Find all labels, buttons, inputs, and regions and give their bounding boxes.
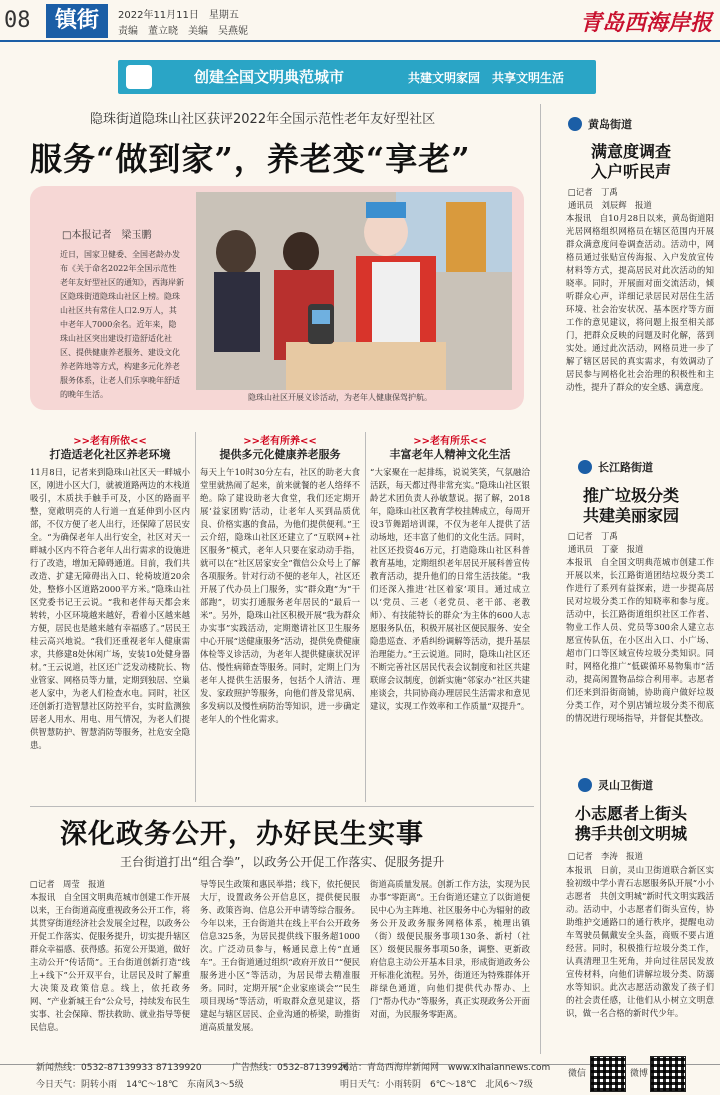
bottom-byline: □记者 周莹 报道 xyxy=(30,879,105,889)
campaign-banner xyxy=(118,60,596,94)
sidebar-credit: □记者 李涛 报道 xyxy=(568,851,643,861)
qr-label-weibo: 微博 xyxy=(630,1069,649,1079)
masthead-logo: 青岛西海岸报 xyxy=(579,10,712,36)
photo-caption: 隐珠山社区开展义诊活动，为老年人健康保驾护航。 xyxy=(248,393,432,402)
sidebar-tag-lingshanwei: 灵山卫街道 xyxy=(598,779,653,792)
website: 网站：青岛西海岸新闻网 www.xihaiannews.com xyxy=(340,1063,551,1073)
page-number: 08 xyxy=(4,8,31,33)
col1-kicker: >>老有所依<< xyxy=(73,436,147,447)
col1-title: 打造适老化社区养老环境 xyxy=(49,448,171,461)
qr-label-wechat: 微信 xyxy=(568,1069,587,1079)
location-pin-icon xyxy=(578,460,592,474)
ad-hotline: 广告热线：0532-87139926 xyxy=(232,1063,349,1073)
sidebar-title-huangdao: 满意度调查 入户听民声 xyxy=(590,142,671,181)
weather-today: 今日天气：阴转小雨 14℃～18℃ 东南风3～5级 xyxy=(36,1080,244,1090)
main-headline: 服务“做到家”，养老变“享老” xyxy=(30,140,471,178)
news-hotline: 新闻热线：0532-87139933 87139920 xyxy=(36,1063,202,1073)
col2-kicker: >>老有所养<< xyxy=(243,436,317,447)
col3-title: 丰富老年人精神文化生活 xyxy=(389,448,511,461)
col3-text: “大家聚在一起排练，说说笑笑，气氛融洽活跃，每天都过得非常充实。”隐珠山社区银龄艺术团负责人孙敏慧说。据了解，2018年，隐珠山社区教育学校挂牌成立，每周开设3节舞蹈培训课，不仅为老年人提供了活动场地，还丰富了他们的文化生活。同时，社区还投资46万元，打造隐珠山社区科普教育基地，定期组织老年居民开展科普宣传教育活动，提升他们的日常生活技能。“我们还深入推进‘社区着家’项目。通过成立以‘党员、三老（老党员、老干部、老教师）、有技能特长的群众’为主体的600人志愿服务队伍，积极开展社区便民服务、安全隐患巡查、矛盾纠纷调解等活动，提升基层治理能力。”王云说道。同时，隐珠山社区还不断完善社区居民代表会议制度和社区共建联席会议制度，创新实施“邻家办”社区共建座谈会，共同协商办理居民生活需求和意见建议，实现工作效率和工作质量“双提升”。 xyxy=(370,467,530,711)
main-intro: 近日，国家卫健委、全国老龄办发布《关于命名2022年全国示范性老年友好型社区的通知》，西海岸新区隐珠街道隐珠山社区上榜。隐珠山社区共有常住人口2.9万人，其中老年人7000余名。近年来，隐珠山社区突出建设打造舒适化社区、提供健康养老服务、建设文化养老阵地等方式，构建多元化养老服务体系，让老人们乐享晚年舒适的晚年生活。 xyxy=(60,250,184,399)
sidebar-tag-changjianglu: 长江路街道 xyxy=(598,461,653,474)
bottom-col3-text: 街道高质量发展。创新工作方法，实现为民办事“零距离”。王台街道还建立了以街道便民中心为主阵地、社区服务中心为辐射的政务公开及政务服务网格体系，梳理出镇（街）级便民服务事项130条、新村（社区）级便民服务事项50条，调整、更新政府信息主动公开基本目录，形成街道政务公开标准化流程。另外，街道还为特殊群体开辟绿色通道，向他们提供代办帮办、上门“帮办代办”等服务，真正实现政务公开面对面，为民服务零距离。 xyxy=(370,879,530,1019)
col1-text: 11月8日，记者来到隐珠山社区天一畔城小区，刚进小区大门，就被道路两边的木栈道吸引，木质扶手触手可及，小区的路面平整，宽敞明亮的人行道一直延伸到小区内部，不仅方便了老人出行，还保障了居民安全。“为确保老年人出行安全，社区对天一畔城小区内不符合老年人出行需求的设施进行了改造，增加无障碍通道。目前，我们共改造、扩建无障碍出入口、轮椅坡道20余处，整修小区道路2000平方米。”隐珠山社区党委书记王云说。“我和老伴每天都会来转转，小区环境越来越好，看着小区越来越方便，居民也是越来越有幸福感了。”居民王桂云高兴地说。“我们还重视老年人健康需求，共修建8处休闲广场，安装10处健身器材。”王云说道，社区还广泛发动楼院长、物业管家、网格员等力量，定期到独居、空巢老人家中，为老人们检查水电。同时，社区还创新打造智慧社区防控平台，实时监测独居老人用水、用电、用气情况，为老人们提供智慧防护、智慧消防等服务，社危安全隐患。 xyxy=(30,467,190,750)
clinic-photo xyxy=(196,192,512,390)
col3-kicker: >>老有所乐<< xyxy=(413,436,487,447)
main-kicker: 隐珠街道隐珠山社区获评2022年全国示范性老年友好型社区 xyxy=(90,112,436,127)
sidebar-text-lingshanwei: 本报讯 日前，灵山卫街道联合新区实验初级中学小青石志愿服务队开展“小小志愿者 共创文明城”新时代文明实践活动。活动中，小志愿者们街头宣传，协助维护交通路口的通行秩序，提醒电动车驾驶员佩戴安全头盔，商贩不要占道经营。同时，积极推行垃圾分类工作，认真清理卫生死角，并向过往居民发放宣传材料，向他们讲解垃圾分类、防溺水等知识。此次志愿活动激发了孩子们的社会责任感，让他们从小树立文明意识，做一名合格的新时代少年。 xyxy=(566,865,714,1018)
location-pin-icon xyxy=(568,117,582,131)
bottom-subtitle: 王台街道打出“组合拳”，以政务公开促工作落实、促服务提升 xyxy=(120,855,445,869)
sidebar-credit: □记者 丁禹 xyxy=(568,187,618,197)
sidebar-title-changjianglu: 推广垃圾分类 共建美丽家园 xyxy=(582,486,679,525)
header-rule xyxy=(0,40,720,42)
col-divider xyxy=(195,432,196,802)
bottom-col2-text: 导等民生政策和惠民举措；线下，依托便民大厅，设置政务公开信息区，提供便民服务、政策咨询、信息公开申请等综合服务。今年以来，王台街道共在线上平台公开政务信息325条，为居民提供线下服务超1000次。广泛动员参与，畅通民意上传“直通车”。王台街道通过组织“政府开放日”“便民服务进小区”等活动，为居民带去精准服务。同时，定期开展“企业家座谈会”“民生项目现场”等活动，听取群众意见建议，搭建起与辖区居民、企业沟通的桥梁，助推街道高质量发展。 xyxy=(200,879,360,1032)
sidebar-divider xyxy=(540,104,541,1054)
sidebar-credit: 通讯员 丁豪 报道 xyxy=(568,544,644,554)
sidebar-text-changjianglu: 本报讯 自全国文明典范城市创建工作开展以来，长江路街道团结垃圾分类工作进行了系列有益探索，进一步提高居民对垃圾分类工作的知晓率和参与度。活动中，长江路街道组织社区工作者、物业工作人员、党员等300余人建立志愿宣传队伍，在小区出入口、小广场、超市门口等区域宣传垃圾分类知识。同时，网格化推广“低碳循环易物集市”活动，提高闲置物品综合利用率。志愿者们还来到沿街商铺，协助商户做好垃圾分类工作，对个别店铺垃圾分类不彻底的情况进行现场指导，并督促其整改。 xyxy=(566,557,714,723)
bottom-headline: 深化政务公开，办好民生实事 xyxy=(60,819,424,850)
bottom-col1-text: 本报讯 自全国文明典范城市创建工作开展以来，王台街道高度重视政务公开工作，将其贯穿街道经济社会发展全过程，以政务公开促工作落实、促服务提升，切实提升辖区群众幸福感、获得感。拓宽公开渠道，做好主动公开“传话筒”。王台街道创新打造“线上+线下”公开双平台，让居民及时了解重大决策及政策信息。线上，依托政务网、“产业新城王台”公众号，持续发布民生实事、社会保障、帮扶救助、就业指导等便民信息。 xyxy=(30,892,190,1032)
col-divider xyxy=(365,432,366,802)
civility-logo-icon xyxy=(126,65,152,89)
issue-date: 2022年11月11日 星期五 xyxy=(118,10,239,21)
section-rule xyxy=(30,806,534,807)
qr-code-wechat xyxy=(590,1056,626,1092)
col2-title: 提供多元化健康养老服务 xyxy=(219,448,341,461)
sidebar-title-lingshanwei: 小志愿者上街头 携手共创文明城 xyxy=(574,804,687,843)
col2-text: 每天上午10时30分左右，社区的助老大食堂里就热闹了起来，前来就餐的老人络绎不绝。除了建设助老大食堂，我们还定期开展‘益家团购’活动，让老年人买到品质优良、价格实惠的食品，为他们提供便利。”王云介绍，隐珠山社区还建立了“互联网+社区服务”模式，老年人只要在家动动手指，就可以在“社区居家安全”微信公众号上了解各项服务。针对行动不便的老年人，社区还开展了代办员上门服务，实“群众跑”为“干部跑”，切实打通服务老年居民的“最后一米”。另外，隐珠山社区积极开展“我为群众办实事”实践活动，定期邀请社区卫生服务中心开展“送健康服务”活动，提供免费健康体检等义诊活动，为老年人提供健康状况评估、慢性病筛查等服务。同时，定期上门为老年人提供生活服务，包括个人清洁、理发、家政照护等服务，向他们普及常见病、多发病以及慢性病防治等知识，进一步确定老年人的个性化需求。 xyxy=(200,467,360,724)
sidebar-tag-huangdao: 黄岛街道 xyxy=(588,118,632,131)
section-label: 镇街 xyxy=(46,4,108,38)
clinic-photo-illustration xyxy=(196,192,512,390)
main-byline: □本报记者 梁玉鹏 xyxy=(62,230,152,241)
sidebar-credit: □记者 丁禹 xyxy=(568,531,618,541)
sidebar-text-huangdao: 本报讯 自10月28日以来，黄岛街道阳光居网格组织网格员在辖区范围内开展群众满意度问卷调查活动。活动中，网格员通过张贴宣传海报、入户发放宣传材料等方式，提高居民对此次活动的知晓率。同时，开展面对面交流活动，倾听群众心声，详细记录居民对居住生活环境、社会治安状况、基本医疗等方面工作的意见建议，将问题上报至相关部门，把群众反映的问题及时化解，落到实处。通过此次活动，网格员进一步了解了辖区居民的真实需求，有效调动了居民参与网格化社会治理的积极性和主动性，提升了群众的安全感、满意度。 xyxy=(566,213,714,392)
banner-title: 创建全国文明典范城市 xyxy=(194,68,345,86)
location-pin-icon xyxy=(578,778,592,792)
sidebar-credit: 通讯员 刘辰辉 报道 xyxy=(568,200,652,210)
banner-slogan: 共建文明家园 共享文明生活 xyxy=(408,71,565,85)
editor-credits: 责编 董立晓 美编 吴燕妮 xyxy=(118,26,248,37)
qr-code-weibo xyxy=(650,1056,686,1092)
weather-tomorrow: 明日天气：小雨转阴 6℃～18℃ 北风6～7级 xyxy=(340,1080,533,1090)
